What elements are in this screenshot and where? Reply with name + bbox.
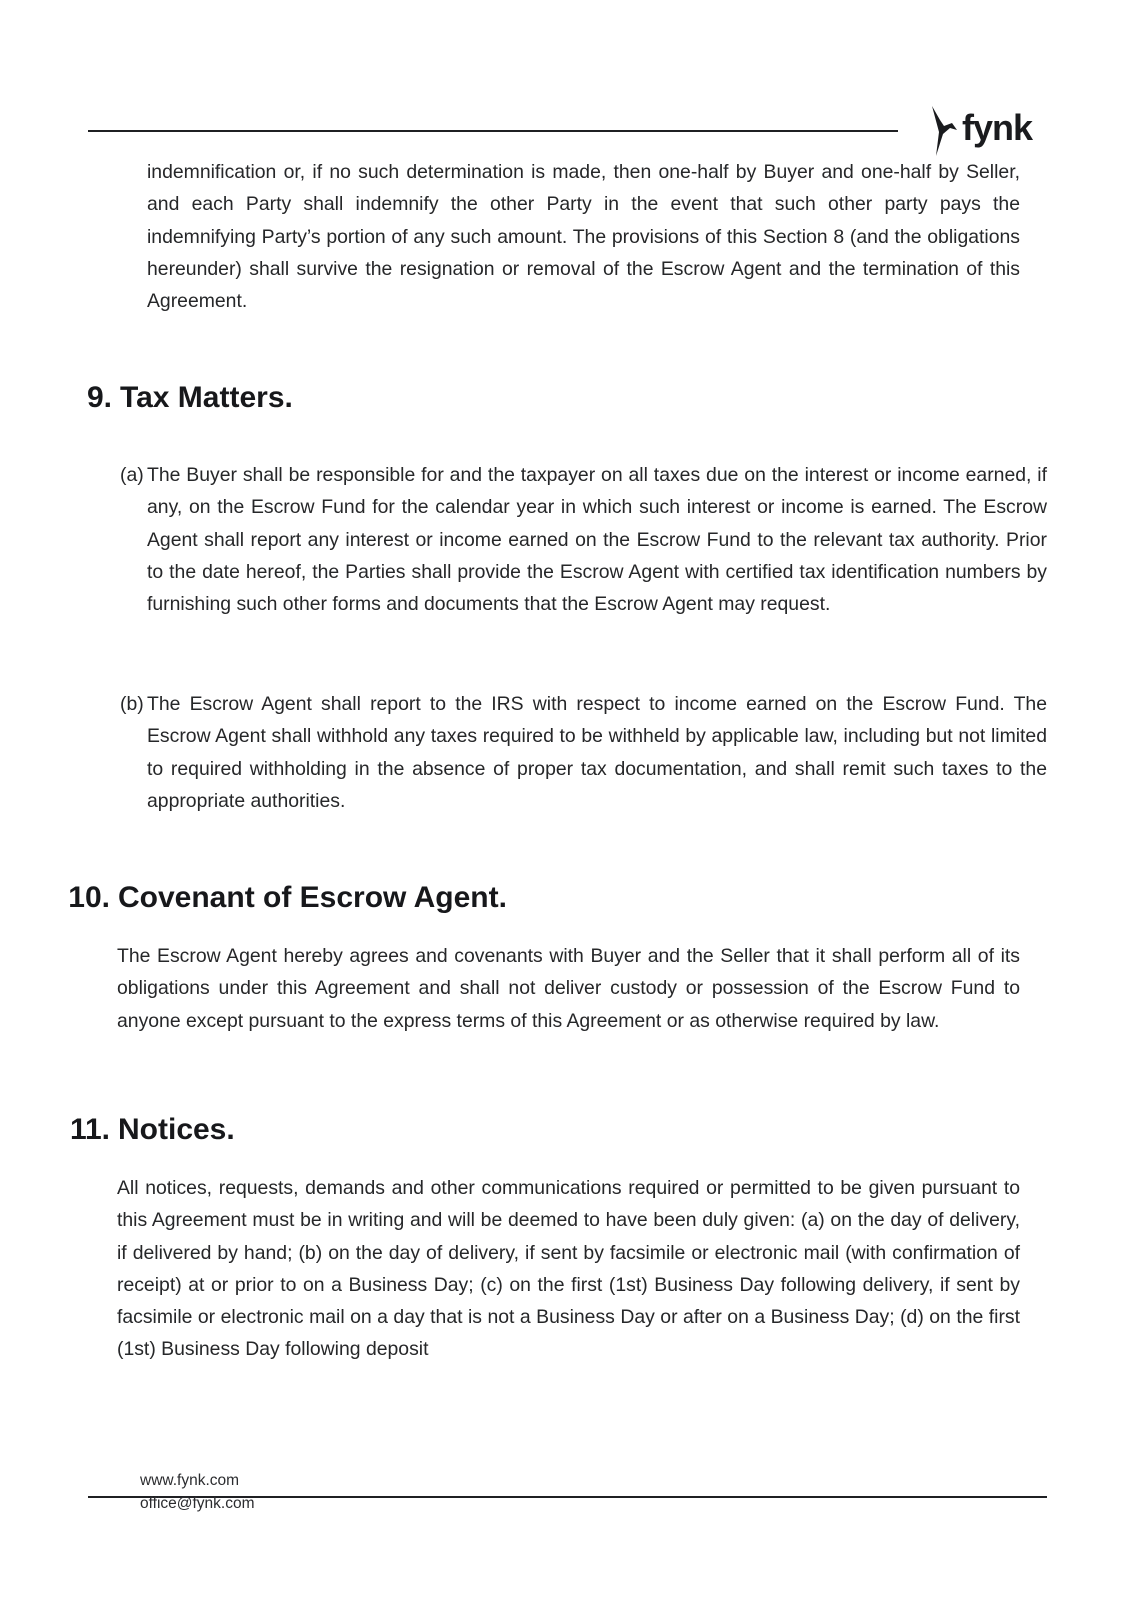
section-title: Tax Matters. [120, 381, 293, 414]
subsection-label: (b) [120, 693, 144, 715]
section-number: 11. [69, 1113, 110, 1146]
section-11-heading [66, 1112, 235, 1148]
section-11-text: All notices, requests, demands and other communications required or permitted to be given pursuant to this Agreement must be in writing and will be deemed to have been duly given: (a) on the day of delivery, if delivered by hand; (b) on the day of delivery, if sent by facsimile or electronic mail (with confirmation of receipt) at or prior to on a Business Day; (c) on the first (1st) Business Day following delivery, if sent by facsimile or electronic mail on a day that is not a Business Day or after on a Business Day; (d) on the first (1st) Business Day following deposit [117, 1177, 1020, 1361]
footer-email-link[interactable]: office@fynk.com [140, 1495, 255, 1512]
section-number: 10. [68, 881, 110, 914]
subsection-label: (a) [120, 464, 144, 486]
bird-icon [924, 106, 958, 156]
subsection-9b [120, 688, 1047, 817]
section-10-heading [66, 880, 507, 916]
section-10-text: The Escrow Agent hereby agrees and covenants with Buyer and the Seller that it shall perform all of its obligations under this Agreement and shall not deliver custody or possession of the Escrow Fund to anyone except pursuant to the express terms of this Agreement or as otherwise required by law. [117, 945, 1020, 1032]
subsection-9a [120, 459, 1047, 620]
fynk-logo [924, 104, 1032, 158]
subsection-text: The Escrow Agent shall report to the IRS with respect to income earned on the Escrow Fund. The Escrow Agent shall withhold any taxes required to be withheld by applicable law, including but not limited to required withholding in the absence of proper tax documentation, and shall remit such taxes to the appropriate authorities. [147, 693, 1047, 812]
logo-wordmark: fynk [962, 107, 1033, 148]
section-9-heading [70, 380, 293, 416]
subsection-text: The Buyer shall be responsible for and the taxpayer on all taxes due on the interest or income earned, if any, on the Escrow Fund for the calendar year in which such interest or income is earned. The Escrow Agent shall report any interest or income earned on the Escrow Fund to the relevant tax authority. Prior to the date hereof, the Parties shall provide the Escrow Agent with certified tax identification numbers by furnishing such other forms and documents that the Escrow Agent may request. [147, 464, 1047, 616]
section-title: Covenant of Escrow Agent. [118, 881, 507, 914]
header-divider [88, 130, 898, 132]
section-number: 9. [86, 381, 112, 414]
footer-website-link[interactable]: www.fynk.com [140, 1472, 240, 1489]
section-title: Notices. [118, 1113, 235, 1146]
section-8-continuation: indemnification or, if no such determination is made, then one-half by Buyer and one-half by Seller, and each Party shall indemnify the other Party in the event that such other party pays the indemnifying Party’s portion of any such amount. The provisions of this Section 8 (and the obligations hereunder) shall survive the resignation or removal of the Escrow Agent and the termination of this Agreement. [147, 161, 1020, 313]
